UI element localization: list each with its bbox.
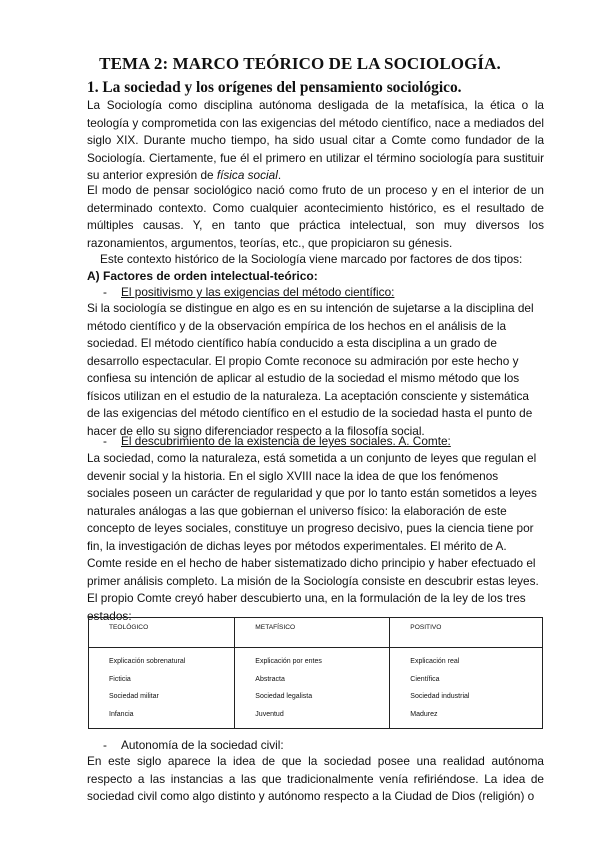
table-header-row [89, 618, 543, 648]
paragraph-sociedad-civil: En este siglo aparece la idea de que la sociedad posee una realidad autónoma respecto a las instancias a las que tradicionalmente venía refiriéndose. La idea de sociedad civil como algo distinto y autónomo respecto a la Ciudad de Dios (religión) o [87, 754, 544, 803]
table-cell-item: Infancia [109, 710, 134, 718]
table-cell-positivo [390, 648, 543, 729]
fisica-social-term: física social [216, 168, 278, 182]
section-heading-1: 1. La sociedad y los orígenes del pensamiento sociológico. [87, 79, 462, 96]
table-cell-item: Explicación real [410, 658, 460, 665]
bullet-dash: - [103, 434, 107, 448]
paragraph-context: El modo de pensar sociológico nació como fruto de un proceso y en el interior de un determinado contexto. Como cualquier acontecimiento histórico, es el resultado de múltiples causas. Y, en tanto que práctica intelectual, son muy diversos los razonamientos, argumentos, teorías, etc., que propiciaron su génesis. [87, 183, 544, 250]
table-cell-metafisico [235, 648, 390, 729]
paragraph-factors: Este contexto histórico de la Sociología viene marcado por factores de dos tipos: [100, 252, 523, 266]
paragraph-intro-end: . [277, 168, 282, 182]
table-cell-item: Científica [410, 675, 440, 683]
paragraph-positivismo: Si la sociología se distingue en algo es en su intención de sujetarse a la disciplina del método científico y de la observación empírica de los hechos en el análisis de la sociedad. El método científico había conducido a esta disciplina a un grado de desarrollo espectacular. El propio Comte reconoce su admiración por este hecho y confiesa su intención de aplicar al estudio de la sociedad el mismo método que los físicos utilizan en el estudio de la naturaleza. La aceptación consciente y sistemática de las exigencias del método científico en el estudio de la sociedad hasta el punto de hacer de ello su signo diferenciador respecto a la filosofía social. [87, 301, 534, 438]
three-states-table [88, 617, 543, 729]
table-cell-item: Madurez [410, 710, 438, 718]
bullet-dash: - [103, 285, 107, 299]
table-cell-item: Explicación sobrenatural [109, 658, 186, 665]
table-header-teologico: TEOLÓGICO [89, 618, 235, 648]
table-cell-item: Juventud [255, 710, 284, 718]
table-cell-teologico [89, 648, 235, 729]
table-cell-item: Sociedad industrial [410, 693, 470, 700]
table-cell-item: Ficticia [109, 675, 131, 683]
table-cell-item: Abstracta [255, 675, 285, 683]
table-cell-item: Sociedad legalista [255, 693, 313, 700]
page-title: TEMA 2: MARCO TEÓRICO DE LA SOCIOLOGÍA. [99, 54, 501, 73]
table-header-metafisico: METAFÍSICO [235, 618, 390, 648]
table-header-positivo: POSITIVO [390, 618, 543, 648]
bullet-dash: - [103, 738, 107, 752]
table-row [89, 648, 543, 729]
table-cell-item: Sociedad militar [109, 693, 159, 700]
paragraph-intro-text: La Sociología como disciplina autónoma desligada de la metafísica, la ética o la teología y comprometida con las exigencias del método científico, nace a mediados del siglo XIX. Durante mucho tiempo, ha sido usual citar a Comte como fundador de la Sociología. Ciertamente, fue él el primero en utilizar el término sociología para sustituir su anterior expresión de [87, 98, 544, 182]
bullet-sociedad-civil-label: Autonomía de la sociedad civil: [121, 738, 284, 752]
bullet-positivismo-label: El positivismo y las exigencias del método científico: [121, 285, 395, 299]
section-heading-a: A) Factores de orden intelectual-teórico: [87, 269, 318, 283]
table-cell-item: Explicación por entes [255, 658, 322, 665]
bullet-leyes-sociales-label: El descubrimiento de la existencia de leyes sociales. A. Comte: [121, 434, 451, 448]
paragraph-leyes-sociales: La sociedad, como la naturaleza, está sometida a un conjunto de leyes que regulan el devenir social y la historia. En el siglo XVIII nace la idea de que los fenómenos sociales poseen un carácter de regularidad y que por lo tanto están sometidos a leyes naturales análogas a las que gobiernan el universo físico: la elaboración de este concepto de leyes sociales, constituye un progreso decisivo, pues la ciencia tiene por fin, la investigación de dichas leyes por métodos experimentales. El mérito de A. Comte reside en el hecho de haber sistematizado dicho principio y haber efectuado el primer análisis completo. La misión de la Sociología consiste en descubrir estas leyes. El propio Comte creyó haber descubierto una, en la formulación de la ley de los tres estados: [87, 451, 539, 623]
paragraph-intro [87, 97, 544, 185]
